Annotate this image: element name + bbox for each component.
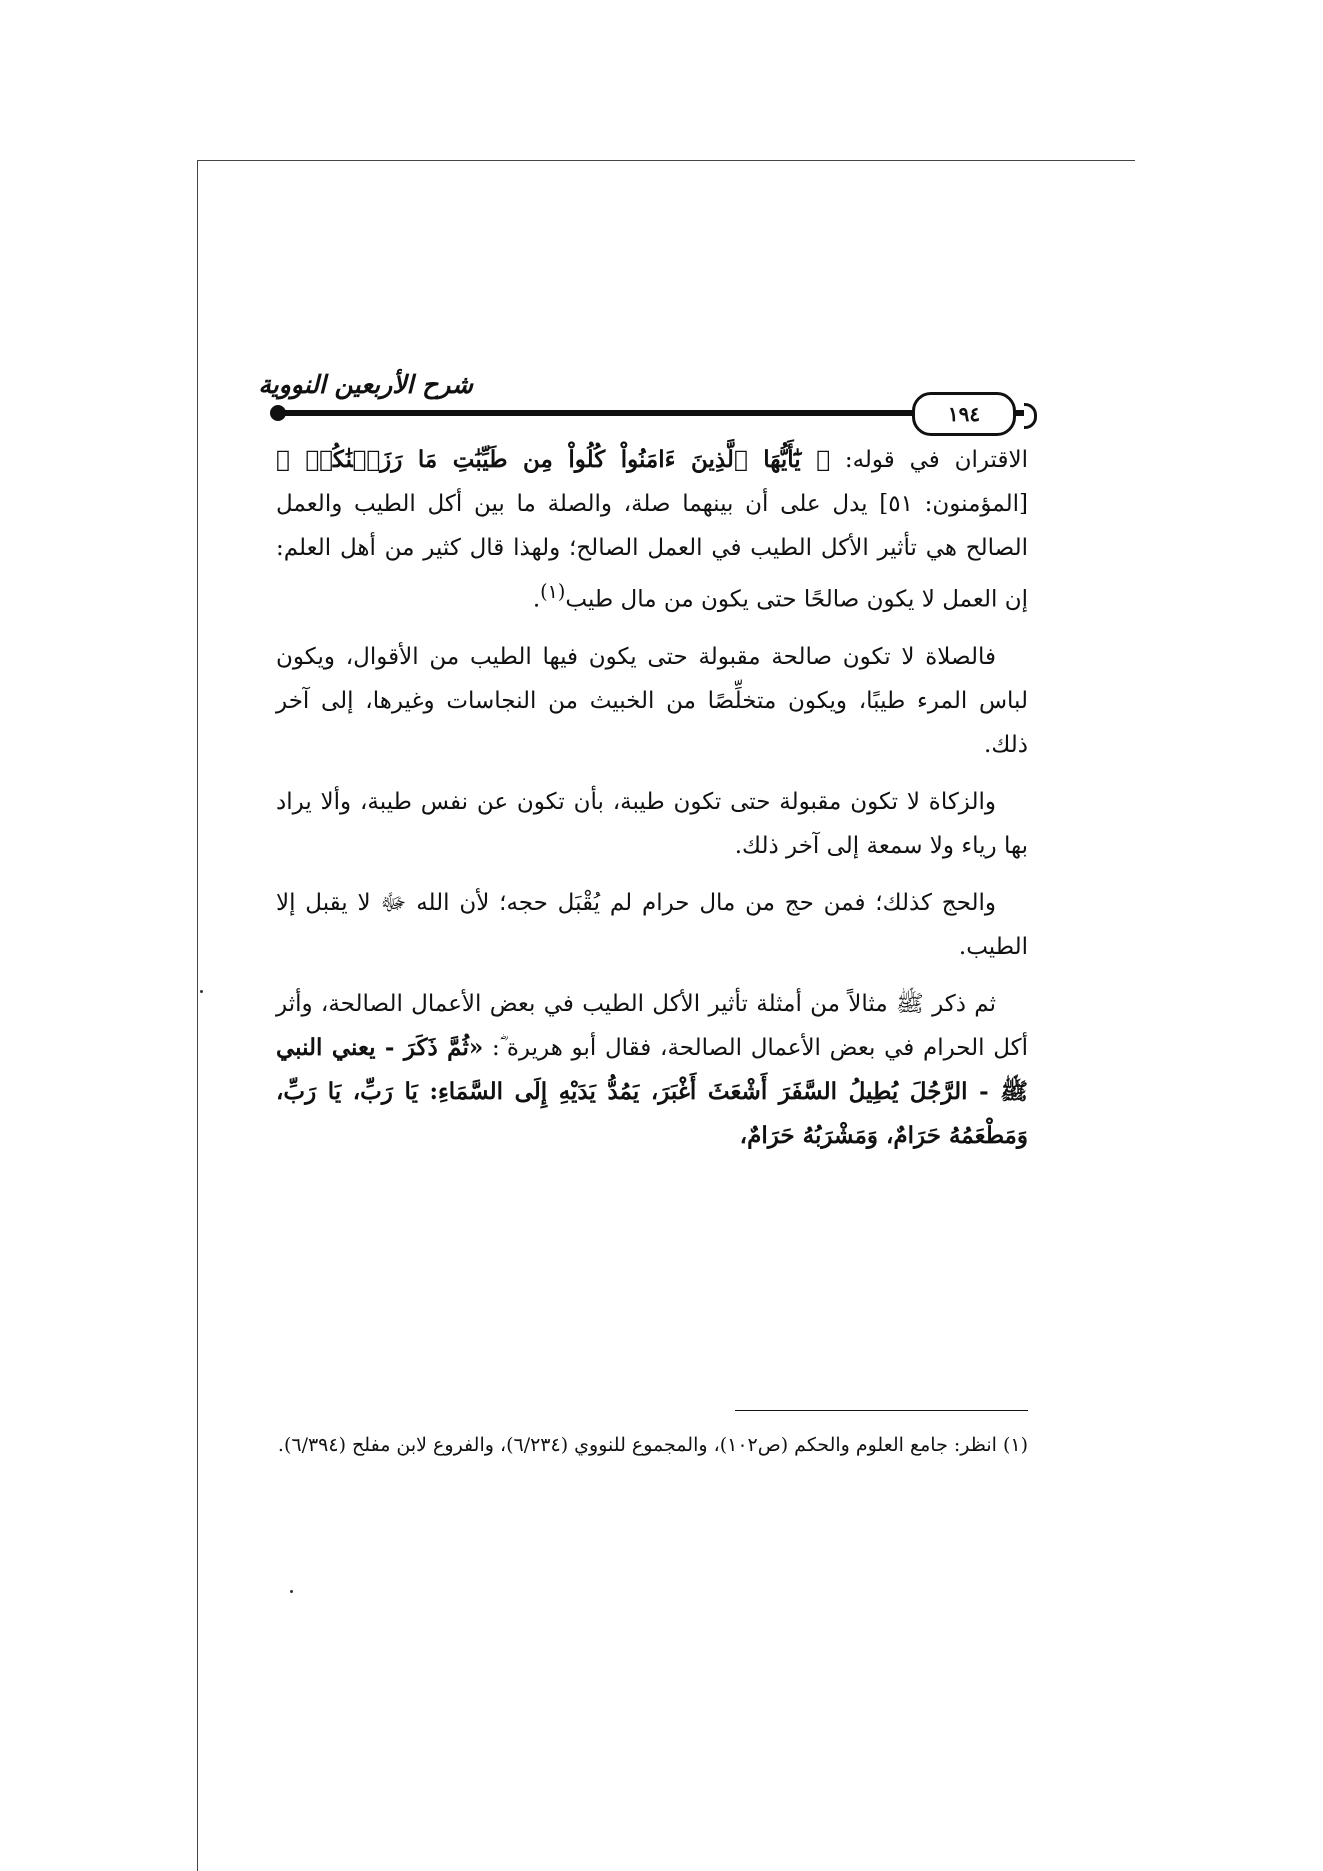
- scan-border-left: [197, 160, 198, 1871]
- body-text: [276, 438, 1028, 1171]
- scan-border-top: [197, 160, 1135, 161]
- paragraph-3: [276, 780, 1028, 868]
- page-number: ١٩٤: [947, 402, 981, 426]
- footnote-separator: [735, 1410, 1028, 1411]
- paragraph-1-lead: الاقتران في قوله:: [830, 447, 1028, 473]
- running-header-title: شرح الأربعين النووية: [258, 370, 473, 399]
- hadith-quote: «ثُمَّ ذَكَرَ - يعني النبي ﷺ - الرَّجُلَ يُطِيلُ السَّفَرَ أَشْعَثَ أَغْبَرَ، يَمُدُّ يَدَيْهِ إِلَى السَّمَاءِ: يَا رَبِّ، يَا رَبِّ، وَمَطْعَمُهُ حَرَامٌ، وَمَشْرَبُهُ حَرَامٌ،: [276, 1033, 1028, 1149]
- paragraph-4-text: والحج كذلك؛ فمن حج من مال حرام لم يُقْبَل حجه؛ لأن الله ﷻ لا يقبل إلا الطيب.: [276, 889, 1028, 960]
- footnote: (١) انظر: جامع العلوم والحكم (ص١٠٢)، والمجموع للنووي (٦/٢٣٤)، والفروع لابن مفلح (٦/٣٩٤).: [277, 1434, 1028, 1456]
- scan-speck: [200, 990, 203, 993]
- paragraph-4: [276, 881, 1028, 969]
- paragraph-1-text: [المؤمنون: ٥١] يدل على أن بينهما صلة، والصلة ما بين أكل الطيب والعمل الصالح هي تأثير الأكل الطيب في العمل الصالح؛ ولهذا قال كثير من أهل العلم: إن العمل لا يكون صالحًا حتى يكون من مال طيب: [276, 491, 1028, 613]
- paragraph-1-end: .: [532, 586, 541, 613]
- header-rule-left-ornament: [270, 405, 286, 421]
- page-number-badge: [912, 392, 1016, 436]
- paragraph-2: [276, 635, 1028, 767]
- header-rule-right-ornament: [1024, 403, 1037, 429]
- paragraph-3-text: والزكاة لا تكون مقبولة حتى تكون طيبة، بأن تكون عن نفس طيبة، وألا يراد بها رياء ولا سمعة إلى آخر ذلك.: [276, 788, 1028, 859]
- paragraph-5: [276, 982, 1028, 1158]
- scan-speck: [290, 1590, 293, 1593]
- paragraph-2-text: فالصلاة لا تكون صالحة مقبولة حتى يكون فيها الطيب من الأقوال، ويكون لباس المرء طيبًا، ويكون متخلِّصًا من الخبيث من النجاسات وغيرها، إلى آخر ذلك.: [276, 643, 1028, 758]
- paragraph-5-text: ثم ذكر ﷺ مثالاً من أمثلة تأثير الأكل الطيب في بعض الأعمال الصالحة، وأثر أكل الحرام في بعض الأعمال الصالحة، فقال أبو هريرة ؓ:: [276, 990, 1028, 1061]
- footnote-reference[interactable]: (١): [540, 580, 566, 603]
- quran-verse: ﴿ يَٰٓأَيُّهَا ٱلَّذِينَ ءَامَنُواْ كُلُواْ مِن طَيِّبَٰتِ مَا رَزَقۡنَٰكُمۡ ﴾: [276, 446, 830, 473]
- paragraph-1: [276, 438, 1028, 622]
